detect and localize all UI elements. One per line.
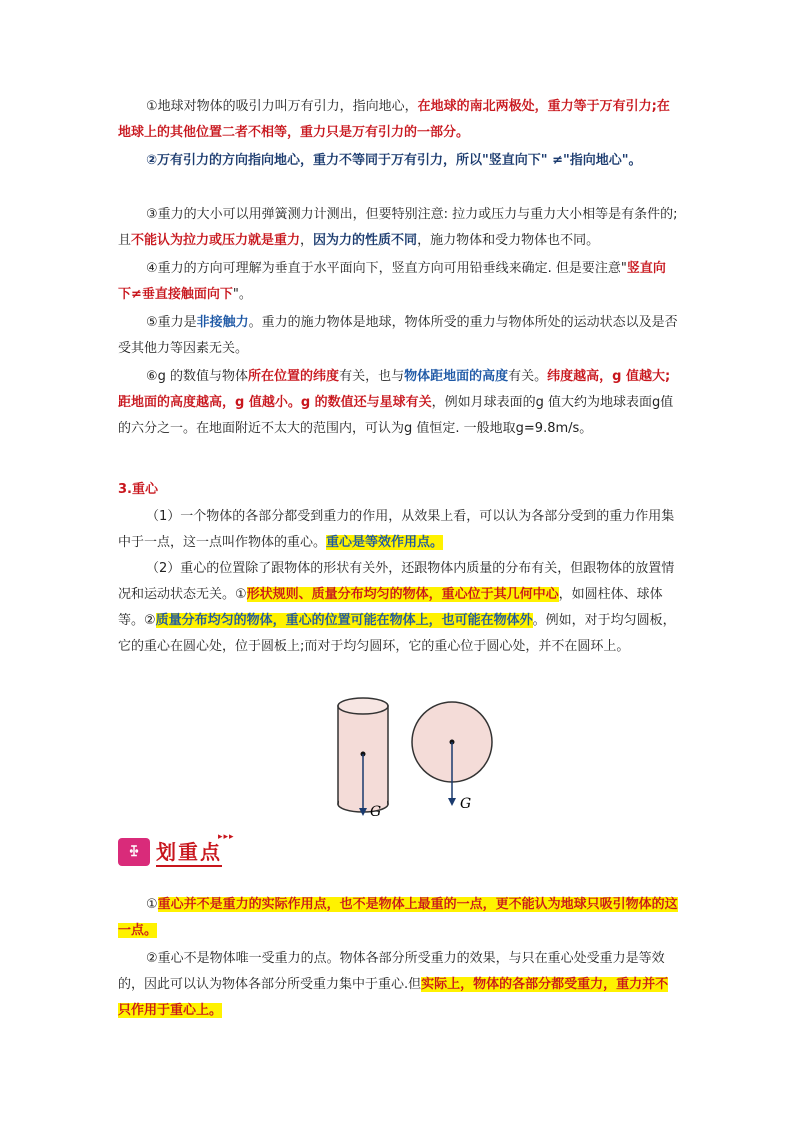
text: ，如圆柱体、球体等。② [118, 587, 663, 628]
highlighter-icon: ꔀ [118, 838, 150, 866]
paragraph-non-contact [118, 310, 678, 362]
figure-cylinder-disc [330, 692, 500, 826]
text: ④重力的方向可理解为垂直于水平面向下，竖直方向可用铅垂线来确定. 但是要注意" [146, 261, 627, 276]
emphasis-red: 在地球的南北两极处，重力等于万有引力;在地球上的其他位置二者不相等，重力只是万有引力的一部分。 [118, 99, 670, 140]
text: 有关。 [508, 369, 548, 384]
cylinder-shape [338, 698, 388, 820]
emphasis-red: 纬度越高，g 值越大;距地面的高度越高，g 值越小。g 的数值还与星球有关 [118, 369, 671, 410]
text: 。重力的施力物体是地球，物体所受的重力与物体所处的运动状态以及是否受其他力等因素无关。 [118, 315, 678, 356]
text: ，施力物体和受力物体也不同。 [417, 233, 600, 248]
highlight: 形状规则、质量分布均匀的物体，重心位于其几何中心 [246, 587, 559, 602]
paragraph-direction [118, 148, 678, 174]
text: ③重力的大小可以用弹簧测力计测出，但要特别注意: 拉力或压力与重力大小相等是有条件的;且 [118, 207, 678, 248]
emphasis-red: 所在位置的纬度 [248, 369, 340, 384]
text: ① [146, 897, 158, 912]
paragraph-center-position [118, 556, 678, 660]
text: 。例如，对于均匀圆板，它的重心在圆心处，位于圆板上;而对于均匀圆环，它的重心位于圆心处，并不在圆环上。 [118, 613, 676, 654]
paragraph-g-value [118, 364, 678, 442]
text: ，例如月球表面的g 值大约为地球表面g值的六分之一。在地面附近不太大的范围内，可认为g 值恒定. 一般地取g=9.8m/s。 [118, 395, 674, 436]
figure-svg [330, 692, 500, 822]
text: （1）一个物体的各部分都受到重力的作用，从效果上看，可以认为各部分受到的重力作用集中于一点，这一点叫作物体的重心。 [118, 509, 675, 550]
key-points-badge [118, 836, 222, 867]
section-heading: 3.重心 [118, 482, 158, 497]
highlight: 质量分布均匀的物体，重心的位置可能在物体上，也可能在物体外 [155, 613, 533, 628]
text: ①地球对物体的吸引力叫万有引力，指向地心， [146, 99, 418, 114]
key-points-title: 划重点 [156, 836, 222, 867]
arrows-icon: ▸▸▸ [218, 832, 235, 842]
highlight: 重心并不是重力的实际作用点，也不是物体上最重的一点，更不能认为地球只吸引物体的这一点。 [118, 897, 678, 938]
disc-shape [412, 702, 492, 812]
text: ⑤重力是 [146, 315, 197, 330]
emphasis-red: 竖直向下≠垂直接触面向下 [118, 261, 666, 302]
text: "。 [232, 287, 252, 302]
text: ， [300, 233, 314, 248]
label-g-left: G [370, 804, 382, 820]
label-g-right: G [460, 796, 472, 812]
paragraph-magnitude [118, 202, 678, 254]
text: ②重心不是物体唯一受重力的点。物体各部分所受重力的效果，与只在重心处受重力是等效的，因此可以认为物体各部分所受重力集中于重心.但 [118, 951, 665, 992]
emphasis-navy: ②万有引力的方向指向地心，重力不等同于万有引力，所以"竖直向下" ≠"指向地心"。 [146, 153, 642, 168]
emphasis-red: 不能认为拉力或压力就是重力 [131, 233, 301, 248]
paragraph-gravity-vs-universal [118, 94, 678, 146]
paragraph-key-point-1 [118, 892, 678, 944]
paragraph-key-point-2 [118, 946, 678, 1024]
emphasis-navy: 因为力的性质不同 [313, 233, 418, 248]
paragraph-direction-vertical [118, 256, 678, 308]
emphasis-blue: 非接触力 [196, 315, 249, 330]
text: ⑥g 的数值与物体 [146, 369, 249, 384]
text: 有关，也与 [339, 369, 405, 384]
paragraph-center-of-gravity [118, 504, 678, 556]
highlight: 重心是等效作用点。 [326, 535, 444, 550]
highlight: 实际上，物体的各部分都受重力，重力并不只作用于重心上。 [118, 977, 669, 1018]
emphasis-blue: 物体距地面的高度 [404, 369, 509, 384]
text: （2）重心的位置除了跟物体的形状有关外，还跟物体内质量的分布有关，但跟物体的放置情况和运动状态无关。① [118, 561, 675, 602]
